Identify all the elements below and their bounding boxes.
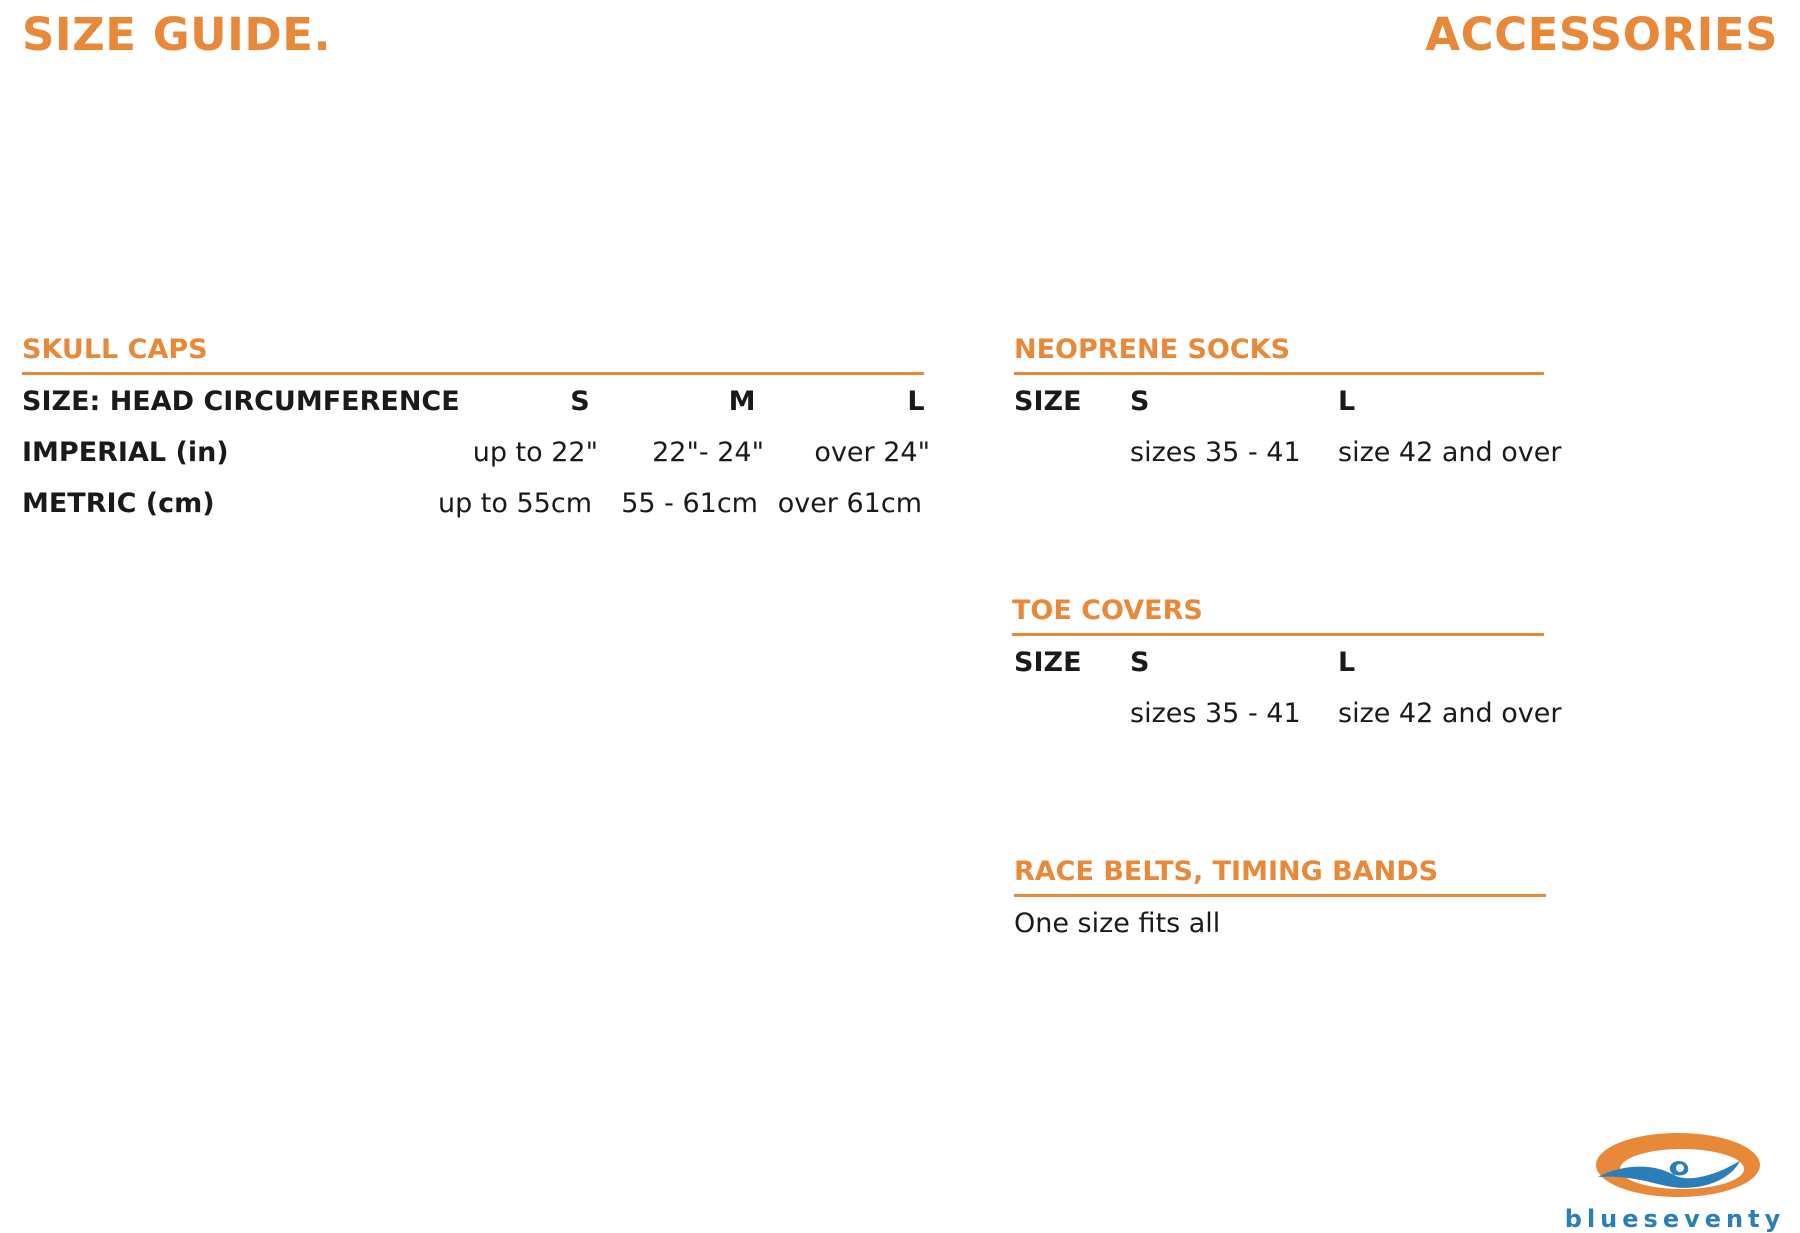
blueseventy-logo [1560, 1125, 1790, 1232]
neoprene-socks-size-label: SIZE [1014, 386, 1082, 417]
toe-covers-heading: TOE COVERS [1012, 595, 1203, 626]
imperial-m-value: 22"- 24" [652, 437, 764, 468]
toe-covers-s-value: sizes 35 - 41 [1130, 698, 1301, 729]
imperial-s-value: up to 22" [472, 437, 598, 468]
toe-covers-size-l: L [1338, 647, 1356, 678]
metric-l-value: over 61cm [777, 488, 922, 519]
skull-caps-divider [22, 372, 924, 375]
skull-caps-heading: SKULL CAPS [22, 334, 208, 365]
skull-caps-header-label: SIZE: HEAD CIRCUMFERENCE [22, 386, 460, 417]
race-belts-divider [1014, 894, 1546, 897]
toe-covers-size-s: S [1130, 647, 1150, 678]
toe-covers-size-label: SIZE [1014, 647, 1082, 678]
logo-wordmark: blueseventy [1564, 1205, 1786, 1233]
page-title: SIZE GUIDE. [22, 8, 332, 61]
imperial-l-value: over 24" [814, 437, 930, 468]
skull-caps-size-m: M [728, 386, 756, 417]
neoprene-socks-size-l: L [1338, 386, 1356, 417]
neoprene-socks-divider [1014, 372, 1544, 375]
toe-covers-divider [1012, 633, 1544, 636]
section-category-title: ACCESSORIES [1425, 8, 1778, 61]
race-belts-heading: RACE BELTS, TIMING BANDS [1014, 856, 1439, 887]
race-belts-note: One size fits all [1014, 908, 1221, 939]
metric-label: METRIC (cm) [22, 488, 215, 519]
neoprene-socks-l-value: size 42 and over [1338, 437, 1562, 468]
metric-m-value: 55 - 61cm [621, 488, 758, 519]
metric-s-value: up to 55cm [437, 488, 592, 519]
neoprene-socks-size-s: S [1130, 386, 1150, 417]
logo-swoosh-icon [1560, 1125, 1790, 1207]
imperial-label: IMPERIAL (in) [22, 437, 229, 468]
skull-caps-size-l: L [907, 386, 925, 417]
neoprene-socks-heading: NEOPRENE SOCKS [1014, 334, 1291, 365]
toe-covers-l-value: size 42 and over [1338, 698, 1562, 729]
neoprene-socks-s-value: sizes 35 - 41 [1130, 437, 1301, 468]
skull-caps-size-s: S [570, 386, 590, 417]
